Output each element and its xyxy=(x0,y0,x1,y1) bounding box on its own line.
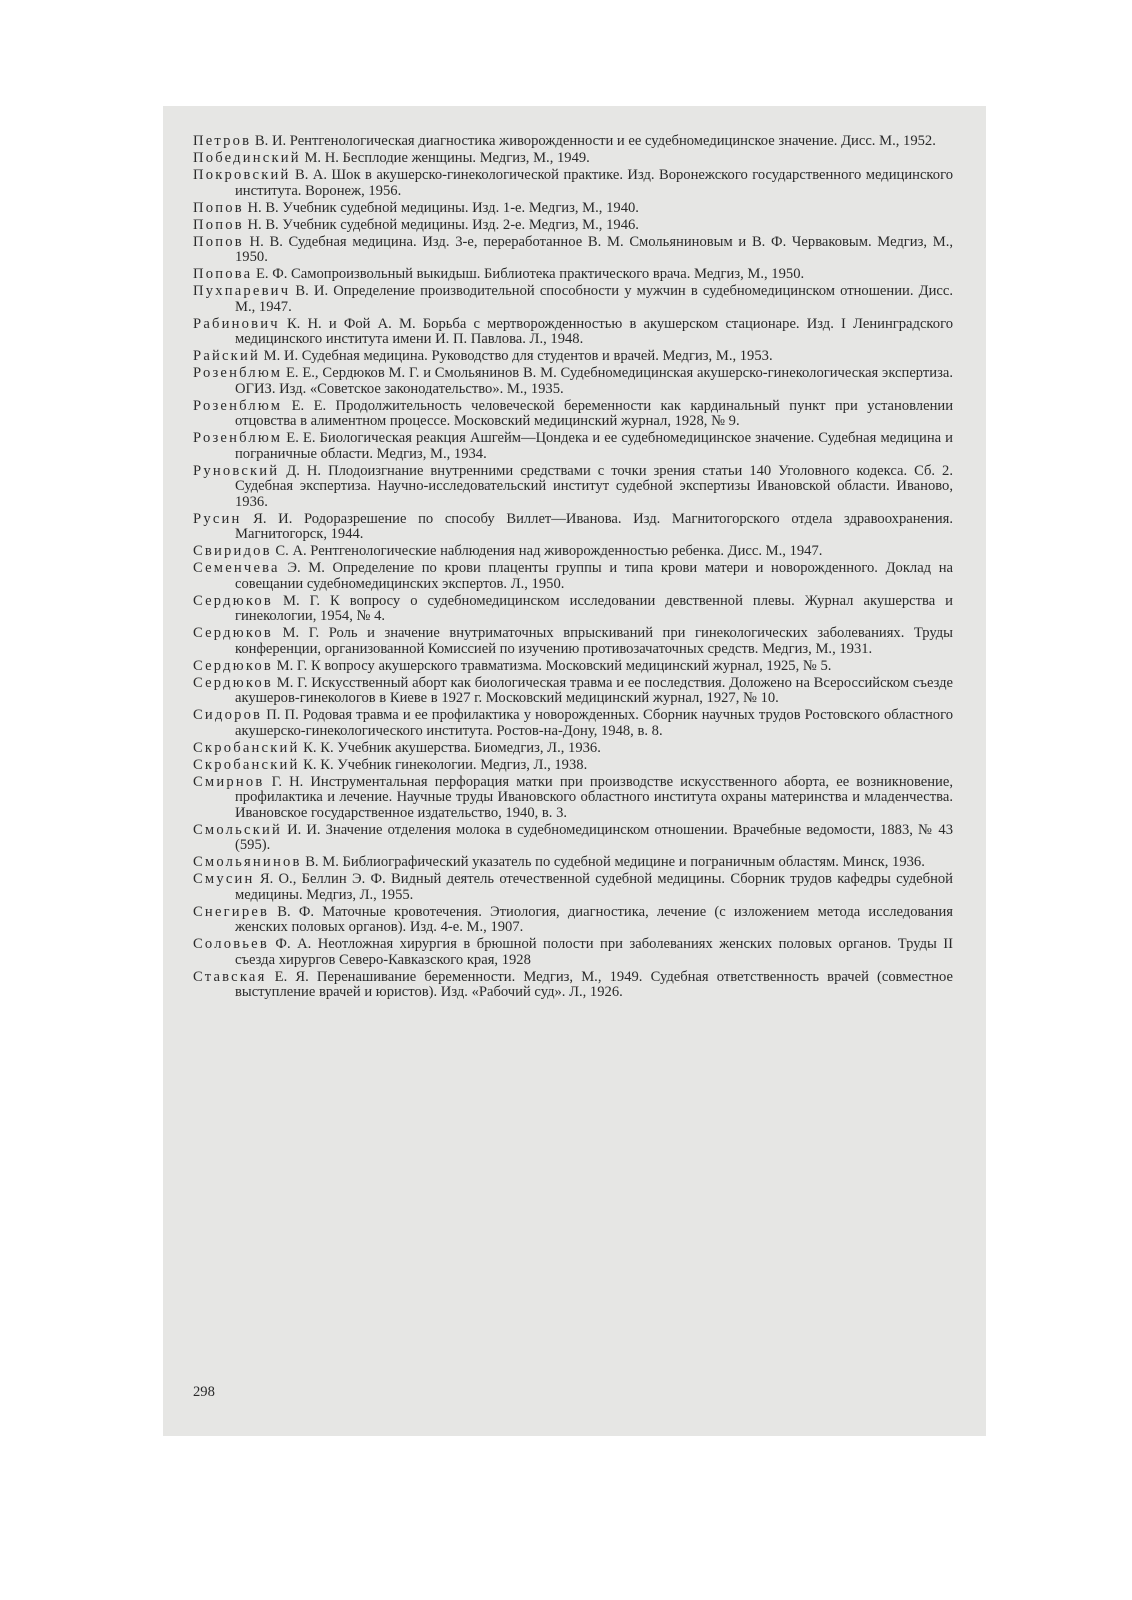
reference-author: Сердюков xyxy=(193,674,273,691)
reference-author: Райский xyxy=(193,348,260,364)
reference-author: Скробанский xyxy=(193,756,300,773)
reference-entry xyxy=(193,775,953,822)
reference-entry xyxy=(193,905,953,936)
reference-author: Попова xyxy=(193,266,253,282)
reference-text: Е. Е. Продолжительность человеческой беременности как кардинальный пункт при установлении отцовства в алиментном процессе. Московский медицинский журнал, 1928, № 9. xyxy=(235,397,953,429)
reference-author: Ставская xyxy=(193,968,267,985)
reference-entry xyxy=(193,741,953,757)
reference-entry xyxy=(193,464,953,511)
reference-text: Я. О., Беллин Э. Ф. Видный деятель отечественной судебной медицины. Сборник трудов кафедры судебной медицины. Медгиз, Л., 1955. xyxy=(235,871,953,903)
reference-entry xyxy=(193,151,953,167)
reference-entry xyxy=(193,970,953,1001)
reference-author: Смирнов xyxy=(193,773,265,790)
reference-entry xyxy=(193,626,953,657)
reference-entry xyxy=(193,561,953,592)
reference-entry xyxy=(193,218,953,234)
reference-author: Пухпаревич xyxy=(193,283,291,299)
reference-entry xyxy=(193,284,953,315)
reference-entry xyxy=(193,366,953,397)
reference-author: Розенблюм xyxy=(193,430,283,446)
reference-author: Попов xyxy=(193,216,244,233)
reference-author: Петров xyxy=(193,133,252,149)
reference-text: И. И. Значение отделения молока в судебномедицинском отношении. Врачебные ведомости, 1883, № 43 (595). xyxy=(235,821,953,853)
reference-text: Д. Н. Плодоизгнание внутренними средствами с точки зрения статьи 140 Уголовного кодекса. Сб. 2. Судебная экспертиза. Научно-исследовательский институт судебной экспертизы Ивановской области. Иваново, 1936. xyxy=(235,462,953,510)
reference-entry xyxy=(193,431,953,462)
reference-text: К. Н. и Фой А. М. Борьба с мертворожденностью в акушерском стационаре. Изд. I Ленинградского медицинского института имени И. П. Павлова. Л., 1948. xyxy=(235,315,953,347)
reference-entry xyxy=(193,594,953,625)
reference-author: Побединский xyxy=(193,150,301,166)
reference-text: М. Г. Роль и значение внутриматочных впрыскиваний при гинекологических заболеваниях. Труды конференции, организованной Комиссией по изучению противозачаточных средств. Медгиз, М., 1931. xyxy=(235,625,953,657)
reference-author: Сердюков xyxy=(193,592,273,609)
reference-entry xyxy=(193,267,953,283)
reference-text: Е. Е. Биологическая реакция Ашгейм—Цондека и ее судебномедицинское значение. Судебная медицина и пограничные области. Медгиз, М., 1934. xyxy=(235,430,953,462)
reference-entry xyxy=(193,317,953,348)
reference-list xyxy=(193,134,953,1002)
reference-author: Рабинович xyxy=(193,315,280,332)
reference-author: Снегирев xyxy=(193,903,270,920)
reference-author: Сердюков xyxy=(193,657,273,674)
reference-author: Розенблюм xyxy=(193,397,283,414)
reference-text: Ф. А. Неотложная хирургия в брюшной полости при заболеваниях женских половых органов. Труды II съезда хирургов Северо-Кавказского края, 1928 xyxy=(235,936,953,968)
reference-text: Н. В. Учебник судебной медицины. Изд. 1-е. Медгиз, М., 1940. xyxy=(243,199,639,216)
reference-author: Скробанский xyxy=(193,739,300,756)
reference-entry xyxy=(193,512,953,543)
reference-author: Смольянинов xyxy=(193,854,302,870)
reference-entry xyxy=(193,201,953,217)
reference-entry xyxy=(193,855,953,871)
reference-entry xyxy=(193,349,953,365)
reference-text: Н. В. Судебная медицина. Изд. 3-е, переработанное В. М. Смольяниновым и В. Ф. Черваковым. Медгиз, М., 1950. xyxy=(235,233,953,265)
reference-author: Сердюков xyxy=(193,625,273,641)
reference-text: В. И. Определение производительной способности у мужчин в судебномедицинском отношении. Дисс. М., 1947. xyxy=(235,283,953,315)
reference-entry xyxy=(193,399,953,430)
reference-entry xyxy=(193,758,953,774)
reference-author: Сидоров xyxy=(193,707,263,723)
reference-author: Попов xyxy=(193,233,244,250)
reference-entry xyxy=(193,134,953,150)
reference-text: Е. Е., Сердюков М. Г. и Смольянинов В. М. Судебномедицинская акушерско-гинекологическая экспертиза. ОГИЗ. Изд. «Советское законодательство». М., 1935. xyxy=(235,365,953,397)
reference-author: Русин xyxy=(193,510,242,527)
reference-author: Семенчева xyxy=(193,560,280,576)
reference-text: В. Ф. Маточные кровотечения. Этиология, диагностика, лечение (с изложением метода исследования женских половых органов). Изд. 4-е. М., 1907. xyxy=(235,903,953,935)
reference-text: В. А. Шок в акушерско-гинекологической практике. Изд. Воронежского государственного медицинского института. Воронеж, 1956. xyxy=(235,167,953,199)
reference-entry xyxy=(193,708,953,739)
reference-text: Г. Н. Инструментальная перфорация матки при производстве искусственного аборта, ее возникновение, профилактика и лечение. Научные труды Ивановского областного института охраны материнства и младенчества. Ивановское государственное издательство, 1940, в. 3. xyxy=(235,773,953,821)
reference-text: М. Г. К вопросу акушерского травматизма. Московский медицинский журнал, 1925, № 5. xyxy=(272,657,832,674)
reference-author: Попов xyxy=(193,199,244,216)
reference-text: В. М. Библиографический указатель по судебной медицине и пограничным областям. Минск, 1936. xyxy=(301,854,925,870)
scanned-page xyxy=(163,106,986,1436)
reference-text: М. Г. Искусственный аборт как биологическая травма и ее последствия. Доложено на Всероссийском съезде акушеров-гинекологов в Киеве в 1927 г. Московский медицинский журнал, 1927, № 10. xyxy=(235,674,953,706)
reference-entry xyxy=(193,544,953,560)
reference-text: Е. Ф. Самопроизвольный выкидыш. Библиотека практического врача. Медгиз, М., 1950. xyxy=(252,266,805,282)
reference-entry xyxy=(193,659,953,675)
reference-author: Руновский xyxy=(193,462,280,479)
reference-text: Э. М. Определение по крови плаценты группы и типа крови матери и новорожденного. Доклад на совещании судебномедицинских экспертов. Л., 1950. xyxy=(235,560,953,592)
reference-author: Покровский xyxy=(193,167,291,183)
reference-text: М. Г. К вопросу о судебномедицинском исследовании девственной плевы. Журнал акушерства и гинекологии, 1954, № 4. xyxy=(235,592,953,624)
reference-entry xyxy=(193,676,953,707)
reference-text: Н. В. Учебник судебной медицины. Изд. 2-е. Медгиз, М., 1946. xyxy=(243,216,639,233)
reference-text: К. К. Учебник акушерства. Биомедгиз, Л., 1936. xyxy=(299,739,601,756)
reference-entry xyxy=(193,168,953,199)
reference-text: К. К. Учебник гинекологии. Медгиз, Л., 1938. xyxy=(299,756,588,773)
reference-text: С. А. Рентгенологические наблюдения над живорожденностью ребенка. Дисс. М., 1947. xyxy=(271,543,823,559)
reference-entry xyxy=(193,937,953,968)
reference-text: Я. И. Родоразрешение по способу Виллет—Иванова. Изд. Магнитогорского отдела здравоохранения. Магнитогорск, 1944. xyxy=(235,510,953,542)
reference-author: Свиридов xyxy=(193,543,272,559)
reference-text: Е. Я. Перенашивание беременности. Медгиз, М., 1949. Судебная ответственность врачей (совместное выступление врачей и юристов). Изд. «Рабочий суд». Л., 1926. xyxy=(235,968,953,1000)
page-number: 298 xyxy=(193,1384,215,1400)
reference-text: В. И. Рентгенологическая диагностика живорожденности и ее судебномедицинское значение. Дисс. М., 1952. xyxy=(251,133,936,149)
reference-author: Смусин xyxy=(193,871,255,887)
reference-entry xyxy=(193,235,953,266)
reference-author: Соловьев xyxy=(193,936,269,952)
reference-entry xyxy=(193,872,953,903)
reference-author: Розенблюм xyxy=(193,365,283,381)
reference-text: П. П. Родовая травма и ее профилактика у новорожденных. Сборник научных трудов Ростовского областного акушерско-гинекологического института. Ростов-на-Дону, 1948, в. 8. xyxy=(235,707,953,739)
reference-text: М. И. Судебная медицина. Руководство для студентов и врачей. Медгиз, М., 1953. xyxy=(260,348,773,364)
reference-text: М. Н. Бесплодие женщины. Медгиз, М., 1949. xyxy=(300,150,590,166)
reference-entry xyxy=(193,823,953,854)
reference-author: Смольский xyxy=(193,821,282,838)
